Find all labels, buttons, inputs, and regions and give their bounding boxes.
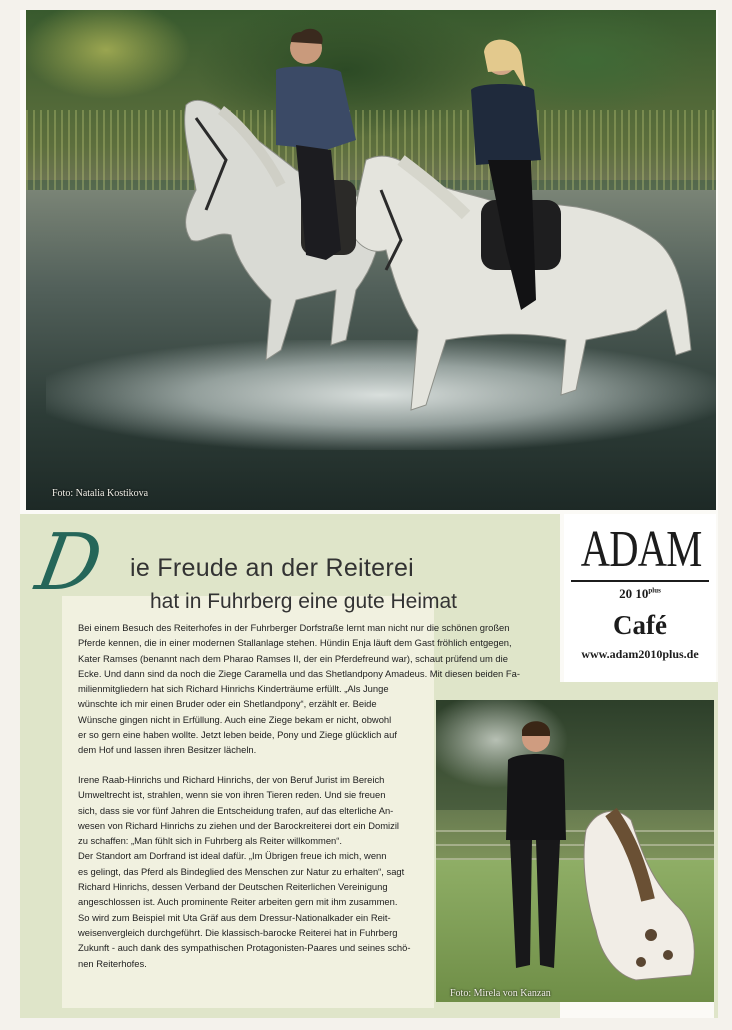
text-line: Umweltrecht ist, strahlen, wenn sie von ihren Tieren reden. Und sie freuen [78,789,386,801]
text-line: angeschlossen ist. Auch prominente Reiter arbeiten gern mit ihm zusammen. [78,896,398,908]
text-line: er so gern eine haben wollte. Jetzt leben beide, Pony und Ziege glücklich auf [78,729,397,741]
adam-logo: ADAM [580,521,702,578]
adam-year-number: 20 10 [619,586,649,601]
text-line: dem Hof und lassen ihren Besitzer lächeln. [78,744,257,756]
green-divider [560,682,718,700]
adam-cafe-label: Café [613,610,667,640]
photo2-credit: Foto: Mirela von Kanzan [450,988,551,999]
man-and-pony-illustration [436,700,714,1002]
text-line: nen Reiterhofes. [78,957,147,969]
text-line: Zukunft - auch dank des sympathischen Protagonisten-Paares und seines schö- [78,942,411,954]
adam-advertisement[interactable] [564,514,716,682]
text-line: Irene Raab-Hinrichs und Richard Hinrichs, der von Beruf Jurist im Bereich [78,774,385,785]
adam-year [564,586,716,602]
article-paragraph-2 [78,772,434,971]
text-line: Ecke. Und dann sind da noch die Ziege Caramella und das Shetlandpony Amadeus. Mit diesen beiden Fa- [78,667,520,679]
headline-line1: ie Freude an der Reiterei [130,554,415,582]
text-line: sich, dass sie vor fünf Jahren die Entscheidung trafen, auf das elterliche An- [78,804,394,816]
text-line: Bei einem Besuch des Reiterhofes in der Fuhrberger Dorfstraße lernt man nicht nur die schönen großen [78,622,510,633]
magazine-page [20,10,718,1018]
headline-line2: hat in Fuhrberg eine gute Heimat [150,590,458,613]
text-line: Wünsche gingen nicht in Erfüllung. Auch eine Ziege bekam er nicht, obwohl [78,713,392,725]
text-line: zu schaffen: „Man fühlt sich in Fuhrberg als Reiter willkommen“. [78,835,342,847]
photo-rider-with-pony [436,700,714,1002]
green-border-right [714,682,718,1018]
text-line: wesen von Richard Hinrichs zu ziehen und der Barockreiterei dort ein Domizil [78,819,399,831]
text-line: So wird zum Beispiel mit Uta Gräf aus dem Dressur-Nationalkader ein Reit- [78,911,391,923]
adam-rule [571,580,709,582]
text-line: wünschte ich mir einen Bruder oder ein Shetlandpony“, erzählt er. Beide [78,698,377,710]
text-line: Richard Hinrichs, dessen Verband der Deutschen Reiterlichen Vereinigung [78,881,388,893]
horse-riders-illustration [26,10,716,510]
adam-url-link[interactable]: www.adam2010plus.de [581,647,699,661]
hero-photo-credit: Foto: Natalia Kostikova [52,488,149,499]
adam-year-sup: plus [648,586,661,595]
text-line: milienmitgliedern hat sich Richard Hinrichs Kinderträume erfüllt. „Als Junge [78,683,389,695]
text-line: es gelingt, das Pferd als Bindeglied des Menschen zur Natur zu erhalten“, sagt [78,865,405,877]
headline [30,518,558,614]
hero-photo-riders-horses [26,10,716,510]
text-line: Der Standort am Dorfrand ist ideal dafür. „Im Übrigen freue ich mich, wenn [78,850,387,862]
text-line: Pferde kennen, die in einer modernen Stallanlage stehen. Hündin Enja läuft dem Gast fröhlich entgegen, [78,637,512,649]
text-line: weisenvergleich durchgeführt. Die klassisch-barocke Reiterei hat in Fuhrberg [78,926,398,938]
text-line: Kater Ramses (benannt nach dem Pharao Ramses II, der ein Pferdefreund war), schaut prüfend um die [78,652,508,664]
headline-dropcap: D [30,518,109,608]
